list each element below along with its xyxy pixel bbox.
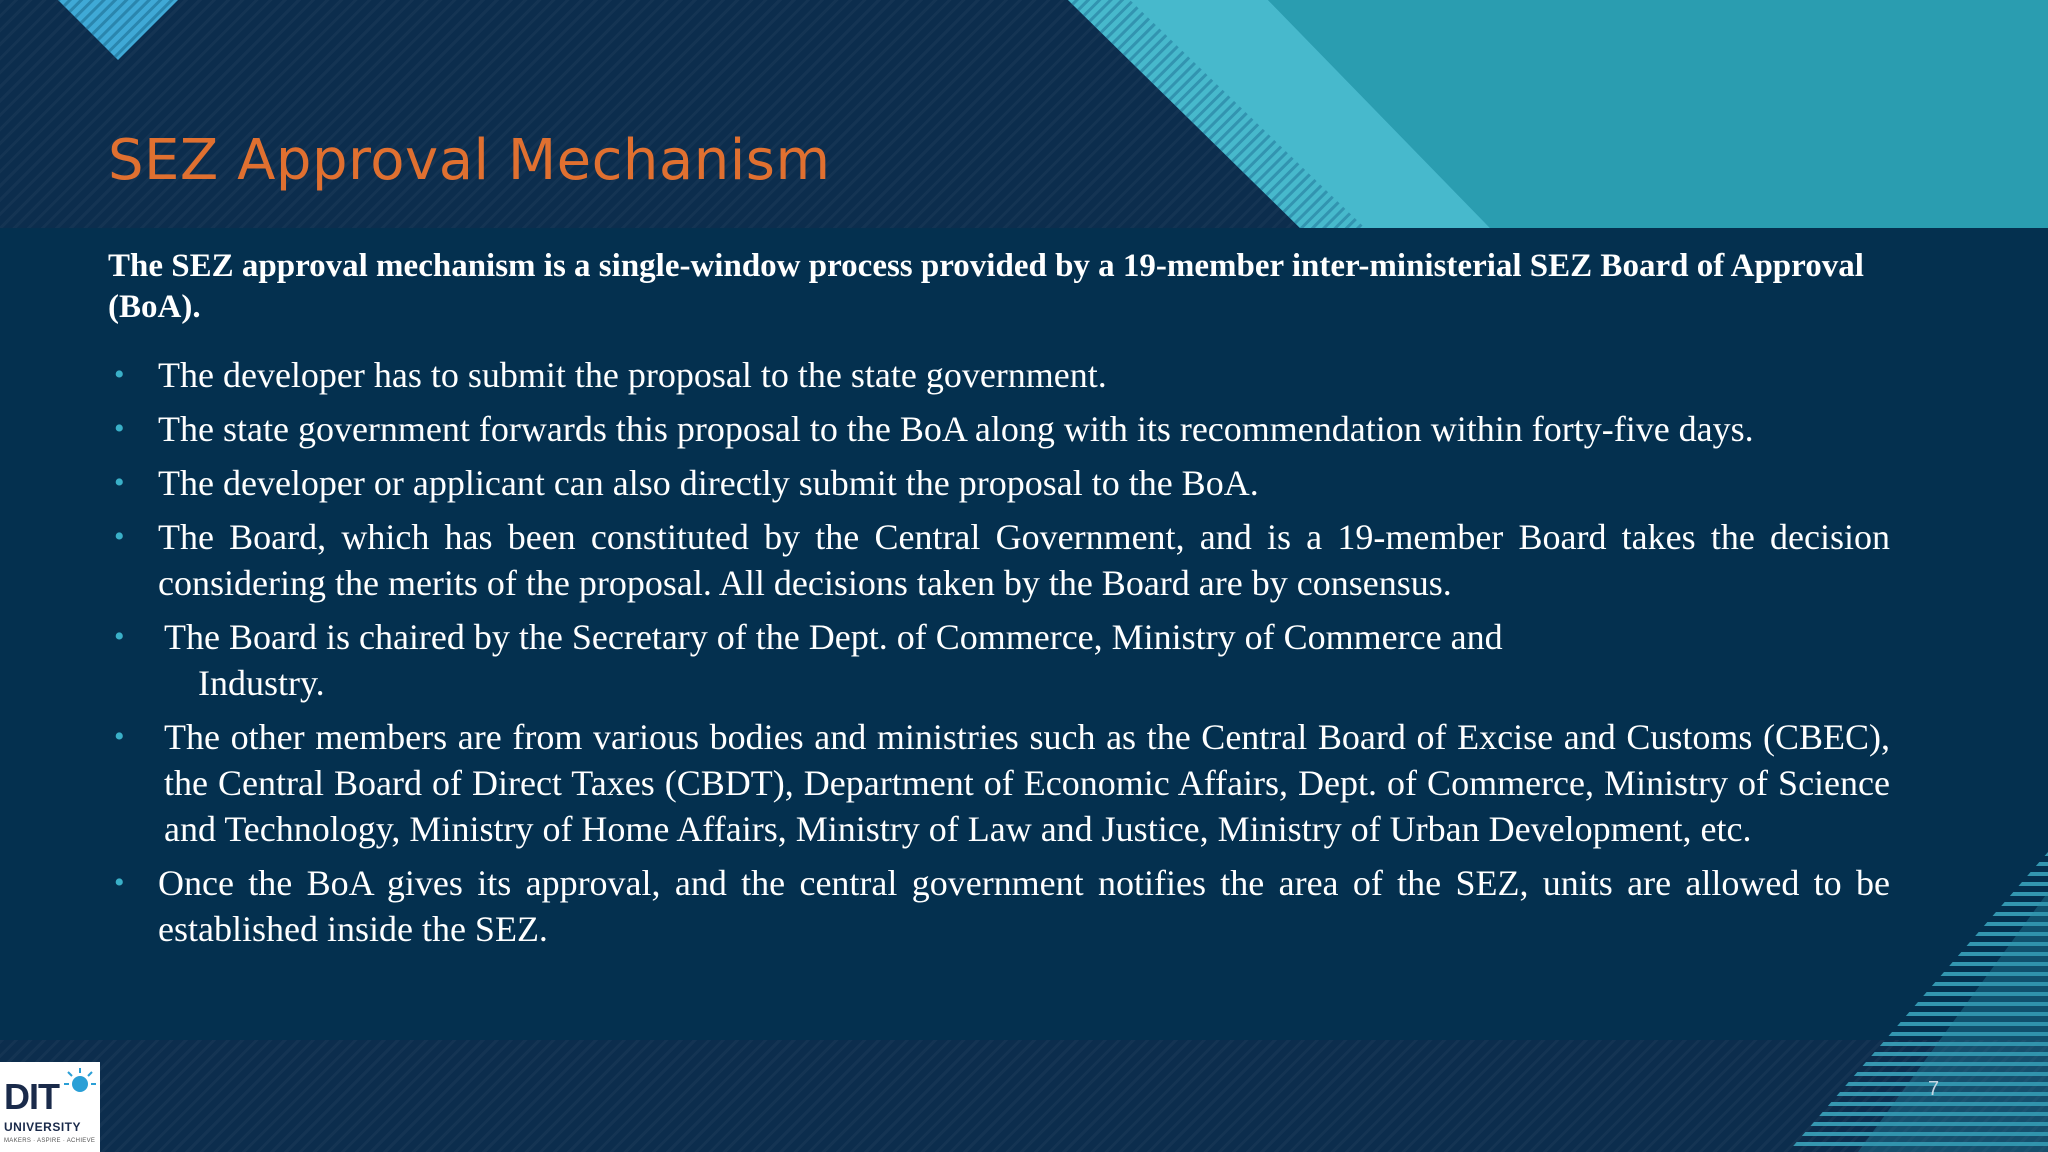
bullet-icon: • xyxy=(114,358,125,391)
bullet-item: • The developer or applicant can also directly submit the proposal to the BoA. xyxy=(108,460,1890,506)
bullet-icon: • xyxy=(114,466,125,499)
bullet-icon: • xyxy=(114,520,125,553)
intro-text: The SEZ approval mechanism is a single-window process provided by a 19-member inter-ministerial SEZ Board of Approval (BoA). xyxy=(108,248,1864,325)
bullet-icon: • xyxy=(114,620,125,653)
bullet-item: • The Board, which has been constituted by the Central Government, and is a 19-member Board takes the decision considering the merits of the proposal. All decisions taken by the Board are by consensus. xyxy=(108,514,1890,606)
slide-title: SEZ Approval Mechanism xyxy=(108,128,831,193)
logo-subtitle: UNIVERSITY xyxy=(4,1120,82,1134)
bullet-icon: • xyxy=(114,866,125,899)
footer-band xyxy=(0,1040,2048,1152)
bullet-item: • The state government forwards this proposal to the BoA along with its recommendation within forty-five days. xyxy=(108,406,1890,452)
page-number: 7 xyxy=(1928,1078,1940,1100)
bullet-item: • Once the BoA gives its approval, and the central government notifies the area of the SEZ, units are allowed to be established inside the SEZ. xyxy=(108,860,1890,952)
bullet-icon: • xyxy=(114,720,125,753)
logo-wordmark: DIT xyxy=(4,1076,59,1117)
bullet-item: • The Board is chaired by the Secretary of the Dept. of Commerce, Ministry of Commerce and Industry. xyxy=(108,614,1890,706)
logo-sun-icon xyxy=(62,1066,98,1102)
bullet-item: • The other members are from various bodies and ministries such as the Central Board of Excise and Customs (CBEC), the Central Board of Direct Taxes (CBDT), Department of Economic Affairs, Dept. of Commerce, Ministry of Science and Technology, Ministry of Home Affairs, Ministry of Law and Justice, Ministry of Urban Development, etc. xyxy=(108,714,1890,852)
bullet-icon: • xyxy=(114,412,125,445)
university-logo xyxy=(0,1062,100,1152)
header-decoration xyxy=(0,0,2048,228)
bullet-item: • The developer has to submit the proposal to the state government. xyxy=(108,352,1890,398)
logo-tagline: MAKERS · ASPIRE · ACHIEVE xyxy=(4,1138,96,1144)
bullet-list xyxy=(108,352,1890,960)
